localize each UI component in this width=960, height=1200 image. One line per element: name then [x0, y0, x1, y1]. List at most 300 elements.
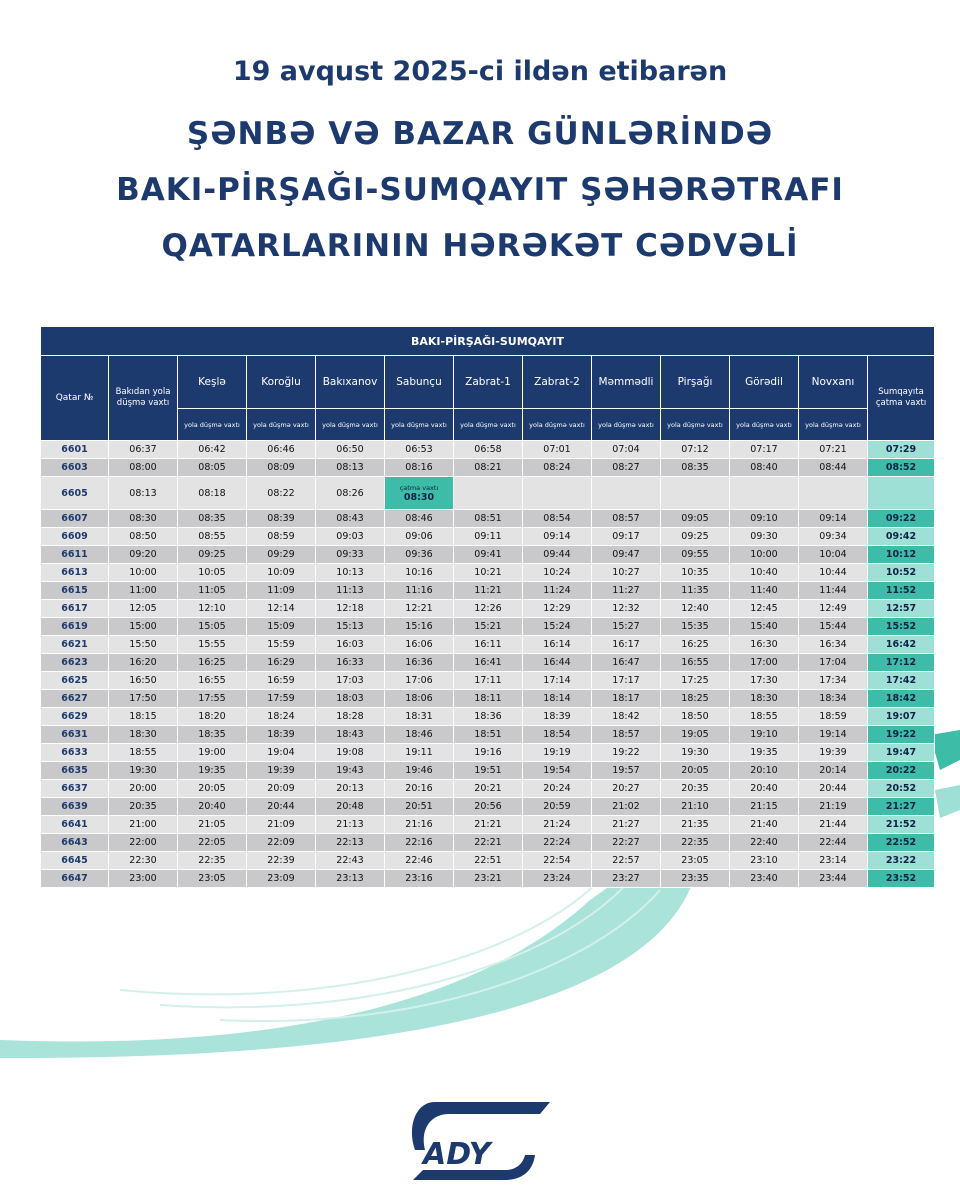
station-header: Novxanı — [799, 356, 867, 408]
time-cell: 22:00 — [109, 834, 177, 851]
time-cell: 19:00 — [178, 744, 246, 761]
empty-cell — [799, 477, 867, 509]
time-cell: 21:44 — [799, 816, 867, 833]
time-cell: 19:54 — [523, 762, 591, 779]
time-cell: 08:57 — [592, 510, 660, 527]
time-cell: 21:16 — [385, 816, 453, 833]
time-cell: 08:09 — [247, 459, 315, 476]
time-cell: 11:27 — [592, 582, 660, 599]
time-cell: 09:33 — [316, 546, 384, 563]
time-cell: 19:14 — [799, 726, 867, 743]
time-cell: 22:09 — [247, 834, 315, 851]
time-cell: 12:32 — [592, 600, 660, 617]
time-cell: 12:14 — [247, 600, 315, 617]
time-cell: 12:05 — [109, 600, 177, 617]
time-cell: 16:29 — [247, 654, 315, 671]
time-cell: 18:43 — [316, 726, 384, 743]
train-number: 6637 — [41, 780, 108, 797]
time-cell: 11:21 — [454, 582, 522, 599]
time-cell: 22:40 — [730, 834, 798, 851]
time-cell: 16:50 — [109, 672, 177, 689]
time-cell: 12:49 — [799, 600, 867, 617]
time-cell: 12:26 — [454, 600, 522, 617]
train-number: 6609 — [41, 528, 108, 545]
time-cell: 16:25 — [661, 636, 729, 653]
arrival-time: 12:57 — [868, 600, 934, 617]
ady-logo — [405, 1100, 555, 1185]
time-cell: 15:50 — [109, 636, 177, 653]
time-cell: 22:43 — [316, 852, 384, 869]
time-cell: 07:01 — [523, 441, 591, 458]
schedule-row — [41, 477, 934, 509]
schedule-row — [41, 600, 934, 617]
time-cell: 16:33 — [316, 654, 384, 671]
title-line-1: ŞƏNBƏ VƏ BAZAR GÜNLƏRİNDƏ — [186, 116, 774, 152]
time-cell: 18:42 — [592, 708, 660, 725]
arrival-time: 18:42 — [868, 690, 934, 707]
time-cell: 09:55 — [661, 546, 729, 563]
time-cell: 11:09 — [247, 582, 315, 599]
train-number: 6633 — [41, 744, 108, 761]
time-cell: 15:13 — [316, 618, 384, 635]
schedule-row — [41, 762, 934, 779]
time-cell: 21:27 — [592, 816, 660, 833]
time-cell: 20:21 — [454, 780, 522, 797]
arrival-time: 19:07 — [868, 708, 934, 725]
time-cell: 08:05 — [178, 459, 246, 476]
time-cell: 17:00 — [730, 654, 798, 671]
time-cell: 07:12 — [661, 441, 729, 458]
train-number: 6625 — [41, 672, 108, 689]
time-cell: 08:39 — [247, 510, 315, 527]
time-cell: 10:00 — [730, 546, 798, 563]
time-cell: 19:43 — [316, 762, 384, 779]
station-header: Keşlə — [178, 356, 246, 408]
time-cell: 22:39 — [247, 852, 315, 869]
station-header: Zabrat-1 — [454, 356, 522, 408]
time-cell: 10:27 — [592, 564, 660, 581]
time-cell: 06:50 — [316, 441, 384, 458]
time-cell: 20:10 — [730, 762, 798, 779]
time-cell: 19:30 — [661, 744, 729, 761]
time-cell: 18:51 — [454, 726, 522, 743]
time-cell: 17:25 — [661, 672, 729, 689]
station-header: Sabunçu — [385, 356, 453, 408]
time-cell: 18:31 — [385, 708, 453, 725]
train-number: 6635 — [41, 762, 108, 779]
time-cell: 22:16 — [385, 834, 453, 851]
time-cell: 08:51 — [454, 510, 522, 527]
time-cell: 20:14 — [799, 762, 867, 779]
time-cell: 10:00 — [109, 564, 177, 581]
time-cell: 21:35 — [661, 816, 729, 833]
time-cell: 21:05 — [178, 816, 246, 833]
time-cell: 16:36 — [385, 654, 453, 671]
train-number: 6611 — [41, 546, 108, 563]
schedule-row — [41, 726, 934, 743]
time-cell: 20:59 — [523, 798, 591, 815]
time-cell: 20:44 — [799, 780, 867, 797]
station-header: Zabrat-2 — [523, 356, 591, 408]
departure-label: yola düşmə vaxtı — [523, 409, 591, 440]
train-number: 6615 — [41, 582, 108, 599]
title-line-3: QATARLARININ HƏRƏKƏT CƏDVƏLİ — [161, 228, 799, 264]
time-cell: 18:39 — [523, 708, 591, 725]
arrival-time: 10:52 — [868, 564, 934, 581]
time-cell: 18:06 — [385, 690, 453, 707]
time-cell: 11:40 — [730, 582, 798, 599]
schedule-row — [41, 618, 934, 635]
time-cell: 12:21 — [385, 600, 453, 617]
time-cell: 20:56 — [454, 798, 522, 815]
schedule-row — [41, 582, 934, 599]
time-cell: 10:05 — [178, 564, 246, 581]
time-cell: 16:20 — [109, 654, 177, 671]
time-cell: 22:24 — [523, 834, 591, 851]
time-cell: 16:06 — [385, 636, 453, 653]
station-header-row — [41, 356, 934, 408]
time-cell: 11:44 — [799, 582, 867, 599]
train-number: 6621 — [41, 636, 108, 653]
time-cell: 21:19 — [799, 798, 867, 815]
train-number: 6619 — [41, 618, 108, 635]
time-cell: 19:51 — [454, 762, 522, 779]
time-cell: 15:24 — [523, 618, 591, 635]
time-cell: 18:46 — [385, 726, 453, 743]
time-cell: 19:08 — [316, 744, 384, 761]
effective-date: 19 avqust 2025-ci ildən etibarən — [232, 56, 728, 87]
time-cell: 20:13 — [316, 780, 384, 797]
train-number: 6605 — [41, 477, 108, 509]
time-cell: 19:19 — [523, 744, 591, 761]
time-cell: 12:10 — [178, 600, 246, 617]
time-cell: 18:11 — [454, 690, 522, 707]
time-cell: 20:09 — [247, 780, 315, 797]
time-cell: 23:40 — [730, 870, 798, 887]
time-cell: 20:51 — [385, 798, 453, 815]
time-cell: 16:47 — [592, 654, 660, 671]
empty-cell — [592, 477, 660, 509]
time-cell: 08:40 — [730, 459, 798, 476]
time-cell: 18:30 — [109, 726, 177, 743]
time-cell: 08:46 — [385, 510, 453, 527]
time-cell: 16:11 — [454, 636, 522, 653]
route-title: BAKI-PİRŞAĞI-SUMQAYIT — [41, 327, 934, 355]
train-number: 6631 — [41, 726, 108, 743]
time-cell: 19:46 — [385, 762, 453, 779]
empty-cell — [730, 477, 798, 509]
terminal-arrival-time: 08:30 — [403, 492, 435, 503]
time-cell: 09:29 — [247, 546, 315, 563]
schedule-table — [40, 326, 935, 888]
arrival-time: 22:52 — [868, 834, 934, 851]
train-number: 6627 — [41, 690, 108, 707]
time-cell: 17:17 — [592, 672, 660, 689]
time-cell: 10:09 — [247, 564, 315, 581]
train-number: 6613 — [41, 564, 108, 581]
arrival-time: 19:22 — [868, 726, 934, 743]
time-cell: 10:13 — [316, 564, 384, 581]
time-cell: 11:35 — [661, 582, 729, 599]
baku-departure-header: Bakıdan yola düşmə vaxtı — [109, 356, 177, 440]
arrival-time: 21:27 — [868, 798, 934, 815]
time-cell: 15:21 — [454, 618, 522, 635]
time-cell: 08:54 — [523, 510, 591, 527]
time-cell: 07:17 — [730, 441, 798, 458]
time-cell: 18:34 — [799, 690, 867, 707]
time-cell: 20:44 — [247, 798, 315, 815]
time-cell: 06:58 — [454, 441, 522, 458]
time-cell: 09:41 — [454, 546, 522, 563]
time-cell: 21:21 — [454, 816, 522, 833]
station-header: Bakıxanov — [316, 356, 384, 408]
time-cell: 15:09 — [247, 618, 315, 635]
schedule-row — [41, 780, 934, 797]
time-cell: 19:16 — [454, 744, 522, 761]
time-cell: 23:09 — [247, 870, 315, 887]
time-cell: 19:11 — [385, 744, 453, 761]
time-cell: 10:21 — [454, 564, 522, 581]
time-cell: 23:44 — [799, 870, 867, 887]
time-cell: 23:35 — [661, 870, 729, 887]
schedule-row — [41, 690, 934, 707]
time-cell: 15:44 — [799, 618, 867, 635]
time-cell: 16:41 — [454, 654, 522, 671]
schedule-row — [41, 816, 934, 833]
time-cell: 19:39 — [799, 744, 867, 761]
time-cell: 22:21 — [454, 834, 522, 851]
time-cell: 23:16 — [385, 870, 453, 887]
time-cell: 08:13 — [316, 459, 384, 476]
time-cell: 08:21 — [454, 459, 522, 476]
logo-text: ADY — [423, 1137, 491, 1172]
time-cell: 08:30 — [109, 510, 177, 527]
time-cell: 20:35 — [661, 780, 729, 797]
time-cell: 23:21 — [454, 870, 522, 887]
time-cell: 17:34 — [799, 672, 867, 689]
arrival-time: 20:22 — [868, 762, 934, 779]
time-cell: 23:05 — [661, 852, 729, 869]
schedule-row — [41, 546, 934, 563]
arrival-time: 17:12 — [868, 654, 934, 671]
time-cell: 20:48 — [316, 798, 384, 815]
departure-label: yola düşmə vaxtı — [454, 409, 522, 440]
time-cell: 08:26 — [316, 477, 384, 509]
time-cell: 09:14 — [523, 528, 591, 545]
station-header: Pirşağı — [661, 356, 729, 408]
title-line-2: BAKI-PİRŞAĞI-SUMQAYIT ŞƏHƏRƏTRAFI — [116, 172, 844, 208]
station-header: Məmmədli — [592, 356, 660, 408]
train-number: 6629 — [41, 708, 108, 725]
time-cell: 18:55 — [730, 708, 798, 725]
time-cell: 18:36 — [454, 708, 522, 725]
time-cell: 17:59 — [247, 690, 315, 707]
time-cell: 18:30 — [730, 690, 798, 707]
time-cell: 20:40 — [730, 780, 798, 797]
empty-cell — [454, 477, 522, 509]
time-cell: 22:13 — [316, 834, 384, 851]
time-cell: 21:09 — [247, 816, 315, 833]
departure-label: yola düşmə vaxtı — [316, 409, 384, 440]
time-cell: 12:45 — [730, 600, 798, 617]
departure-label: yola düşmə vaxtı — [799, 409, 867, 440]
station-header: Koroğlu — [247, 356, 315, 408]
time-cell: 15:00 — [109, 618, 177, 635]
time-cell: 18:54 — [523, 726, 591, 743]
time-cell: 18:50 — [661, 708, 729, 725]
time-cell: 18:03 — [316, 690, 384, 707]
time-cell: 08:27 — [592, 459, 660, 476]
time-cell: 06:42 — [178, 441, 246, 458]
train-number: 6617 — [41, 600, 108, 617]
time-cell: 17:30 — [730, 672, 798, 689]
time-cell: 15:05 — [178, 618, 246, 635]
time-cell: 22:27 — [592, 834, 660, 851]
arrival-time: 09:22 — [868, 510, 934, 527]
time-cell: 18:28 — [316, 708, 384, 725]
schedule-row — [41, 528, 934, 545]
time-cell: 23:05 — [178, 870, 246, 887]
time-cell: 18:57 — [592, 726, 660, 743]
time-cell: 09:11 — [454, 528, 522, 545]
time-cell: 08:13 — [109, 477, 177, 509]
train-number-header: Qatar № — [41, 356, 108, 440]
time-cell: 16:17 — [592, 636, 660, 653]
time-cell: 16:55 — [661, 654, 729, 671]
time-cell: 08:22 — [247, 477, 315, 509]
time-cell: 21:10 — [661, 798, 729, 815]
time-cell: 15:59 — [247, 636, 315, 653]
time-cell: 22:46 — [385, 852, 453, 869]
time-cell: 19:35 — [178, 762, 246, 779]
time-cell: 23:13 — [316, 870, 384, 887]
train-number: 6623 — [41, 654, 108, 671]
time-cell: 18:24 — [247, 708, 315, 725]
departure-label: yola düşmə vaxtı — [178, 409, 246, 440]
time-cell: 15:55 — [178, 636, 246, 653]
time-cell: 22:30 — [109, 852, 177, 869]
schedule-row — [41, 654, 934, 671]
time-cell: 08:43 — [316, 510, 384, 527]
time-cell: 21:00 — [109, 816, 177, 833]
arrival-time: 17:42 — [868, 672, 934, 689]
time-cell: 15:27 — [592, 618, 660, 635]
time-cell: 20:05 — [178, 780, 246, 797]
time-cell: 19:35 — [730, 744, 798, 761]
time-cell: 09:25 — [178, 546, 246, 563]
time-cell: 15:35 — [661, 618, 729, 635]
time-cell: 18:14 — [523, 690, 591, 707]
time-cell: 18:17 — [592, 690, 660, 707]
time-cell: 08:55 — [178, 528, 246, 545]
time-cell: 21:15 — [730, 798, 798, 815]
schedule-row — [41, 708, 934, 725]
schedule-row — [41, 672, 934, 689]
time-cell: 06:37 — [109, 441, 177, 458]
train-number: 6603 — [41, 459, 108, 476]
schedule-row — [41, 798, 934, 815]
schedule-row — [41, 834, 934, 851]
time-cell: 15:16 — [385, 618, 453, 635]
train-number: 6647 — [41, 870, 108, 887]
arrival-time: 20:52 — [868, 780, 934, 797]
time-cell: 18:20 — [178, 708, 246, 725]
arrival-time: 08:52 — [868, 459, 934, 476]
time-cell: 09:30 — [730, 528, 798, 545]
schedule-row — [41, 441, 934, 458]
train-number: 6607 — [41, 510, 108, 527]
time-cell: 09:17 — [592, 528, 660, 545]
empty-cell — [661, 477, 729, 509]
time-cell: 08:16 — [385, 459, 453, 476]
time-cell: 09:34 — [799, 528, 867, 545]
departure-label: yola düşmə vaxtı — [247, 409, 315, 440]
time-cell: 19:57 — [592, 762, 660, 779]
time-cell: 17:50 — [109, 690, 177, 707]
time-cell: 11:00 — [109, 582, 177, 599]
schedule-row — [41, 459, 934, 476]
time-cell: 19:05 — [661, 726, 729, 743]
time-cell: 10:44 — [799, 564, 867, 581]
time-cell: 10:24 — [523, 564, 591, 581]
time-cell: 11:16 — [385, 582, 453, 599]
schedule-body — [41, 441, 934, 887]
train-number: 6643 — [41, 834, 108, 851]
time-cell: 19:22 — [592, 744, 660, 761]
time-cell: 22:35 — [178, 852, 246, 869]
schedule-row — [41, 870, 934, 887]
terminal-arrival-label: çatma vaxtı — [399, 484, 439, 492]
time-cell: 11:24 — [523, 582, 591, 599]
time-cell: 18:25 — [661, 690, 729, 707]
train-number: 6641 — [41, 816, 108, 833]
time-cell: 08:44 — [799, 459, 867, 476]
time-cell: 20:05 — [661, 762, 729, 779]
schedule-row — [41, 852, 934, 869]
time-cell: 16:25 — [178, 654, 246, 671]
time-cell: 11:05 — [178, 582, 246, 599]
time-cell: 09:25 — [661, 528, 729, 545]
time-cell: 10:40 — [730, 564, 798, 581]
time-cell: 17:55 — [178, 690, 246, 707]
time-cell: 09:44 — [523, 546, 591, 563]
time-cell: 09:14 — [799, 510, 867, 527]
time-cell: 12:29 — [523, 600, 591, 617]
time-cell: 10:04 — [799, 546, 867, 563]
time-cell: 23:27 — [592, 870, 660, 887]
train-number: 6639 — [41, 798, 108, 815]
empty-cell — [523, 477, 591, 509]
arrival-time: 11:52 — [868, 582, 934, 599]
time-cell: 21:40 — [730, 816, 798, 833]
time-cell: 20:35 — [109, 798, 177, 815]
time-cell: 21:02 — [592, 798, 660, 815]
time-cell: 16:34 — [799, 636, 867, 653]
time-cell: 12:18 — [316, 600, 384, 617]
time-cell: 11:13 — [316, 582, 384, 599]
time-cell: 17:03 — [316, 672, 384, 689]
time-cell: 09:06 — [385, 528, 453, 545]
time-cell: 09:36 — [385, 546, 453, 563]
time-cell: 08:35 — [178, 510, 246, 527]
departure-label: yola düşmə vaxtı — [730, 409, 798, 440]
time-cell: 12:40 — [661, 600, 729, 617]
route-title-row — [41, 327, 934, 355]
time-cell: 22:57 — [592, 852, 660, 869]
time-cell: 23:10 — [730, 852, 798, 869]
time-cell: 23:24 — [523, 870, 591, 887]
train-number: 6601 — [41, 441, 108, 458]
